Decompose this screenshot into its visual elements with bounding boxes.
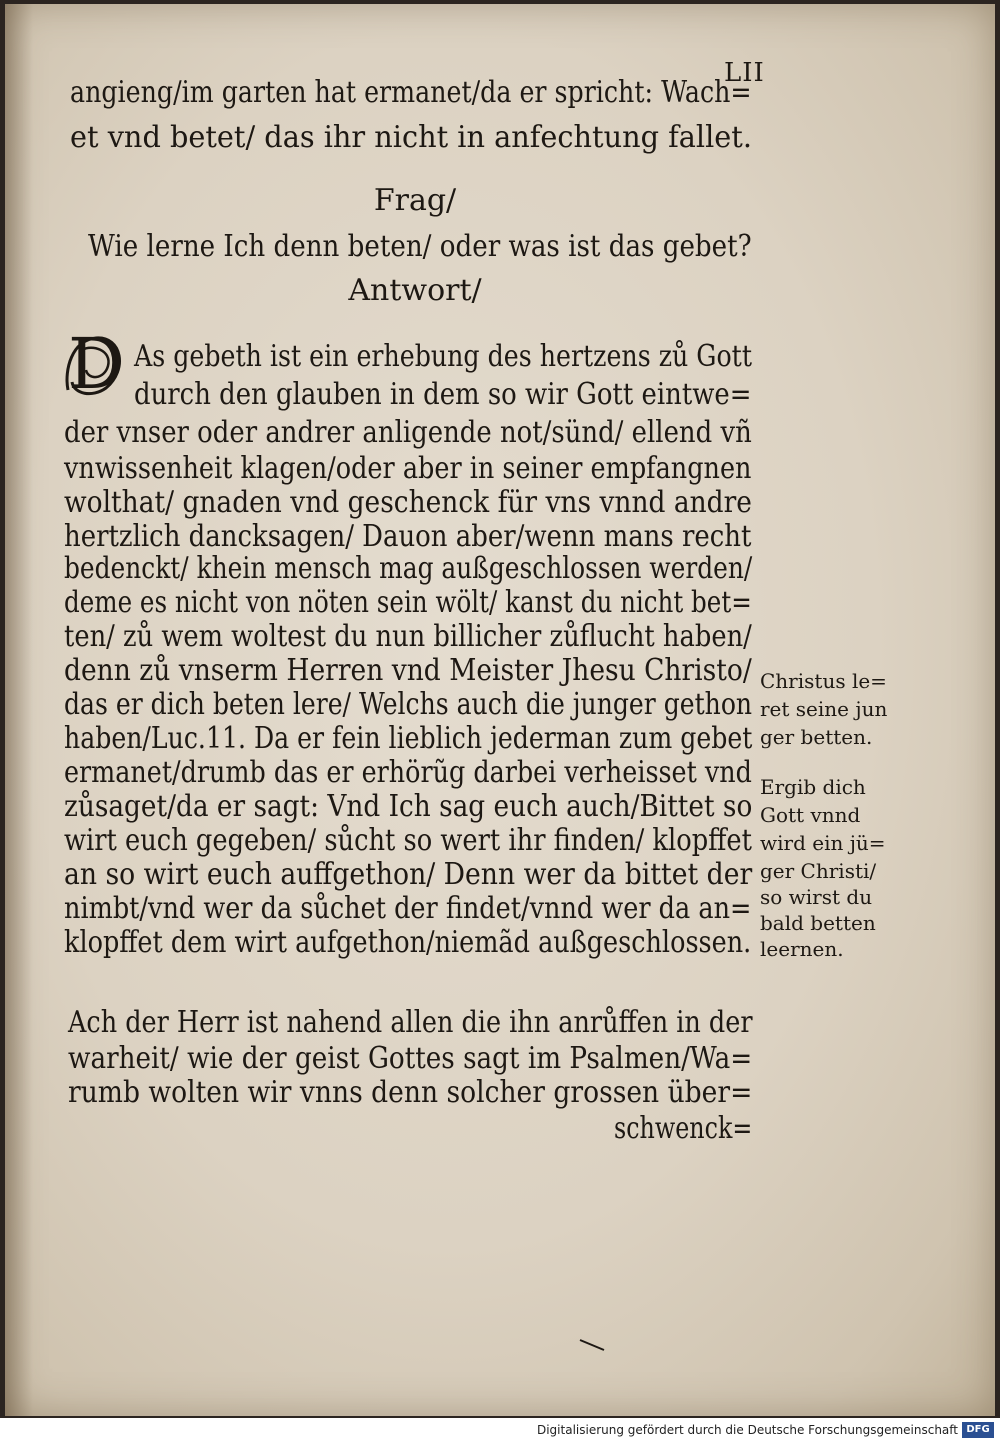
drop-cap-letter: D [67,323,125,405]
text-line: das er dich beten lere/ Welchs auch die junger gethon [64,687,753,722]
margin-note-line: ger betten. [760,725,873,749]
margin-note-line: Ergib dich [760,775,866,799]
dfg-logo: DFG [962,1422,994,1438]
page-gutter-shadow [5,4,33,1416]
margin-note-line: bald betten [760,911,876,935]
text-line: der vnser oder andrer anligende not/sünd/ ellend vñ [64,415,752,450]
text-line: schwenck= [614,1111,753,1146]
text-line: Ach der Herr ist nahend allen die ihn anrůffen in der [68,1005,753,1040]
text-line: durch den glauben in dem so wir Gott eintwe= [134,377,752,412]
margin-note-line: wird ein jü= [760,831,886,855]
text-line: As gebeth ist ein erhebung des hertzens zů Gott [134,339,752,374]
digitization-footer [0,1418,1000,1444]
text-line: nimbt/vnd wer da sůchet der findet/vnnd wer da an= [64,891,752,926]
decorated-initial [62,323,130,405]
text-line: klopffet dem wirt aufgethon/niemãd außgeschlossen. [64,925,752,960]
text-line: vnwissenheit klagen/oder aber in seiner empfangnen [64,451,752,486]
margin-note-line: ger Christi/ [760,859,877,883]
heading-antwort: Antwort/ [348,273,482,308]
heading-question: Wie lerne Ich denn beten/ oder was ist das gebet? [88,229,752,264]
margin-note-line: ret seine jun [760,697,888,721]
margin-note-line: Christus le= [760,669,887,693]
text-line: wolthat/ gnaden vnd geschenck für vns vnnd andre [64,485,752,520]
margin-note-line: so wirst du [760,885,873,909]
text-line: et vnd betet/ das ihr nicht in anfechtung fallet. [70,120,752,155]
text-line: zůsaget/da er sagt: Vnd Ich sag euch auch/Bittet so [64,789,753,824]
margin-note-line: Gott vnnd [760,803,861,827]
text-line: angieng/im garten hat ermanet/da er spricht: Wach= [70,75,752,110]
text-line: rumb wolten wir vnns denn solcher grossen über= [68,1075,753,1110]
text-line: an so wirt euch auffgethon/ Denn wer da bittet der [64,857,753,892]
text-line: warheit/ wie der geist Gottes sagt im Psalmen/Wa= [68,1041,753,1076]
text-line: hertzlich dancksagen/ Dauon aber/wenn mans recht [64,519,752,554]
catchword-mark-icon [578,1338,606,1352]
text-line: bedenckt/ khein mensch mag außgeschlossen werden/ [64,551,753,586]
text-line: denn zů vnserm Herren vnd Meister Jhesu Christo/ [64,653,752,688]
text-line: ermanet/drumb das er erhörũg darbei verheisset vnd [64,755,752,790]
text-line: wirt euch gegeben/ sůcht so wert ihr finden/ klopffet [64,823,752,858]
page-folio: LII [724,58,765,88]
text-line: deme es nicht von nöten sein wölt/ kanst du nicht bet= [64,585,752,620]
heading-frag: Frag/ [373,183,457,218]
text-line: haben/Luc.11. Da er fein lieblich jederman zum gebet [64,721,753,756]
text-line: ten/ zů wem woltest du nun billicher zůflucht haben/ [64,619,752,654]
margin-note-line: leernen. [760,937,844,961]
footer-credit: Digitalisierung gefördert durch die Deutsche Forschungsgemeinschaft [536,1423,958,1437]
